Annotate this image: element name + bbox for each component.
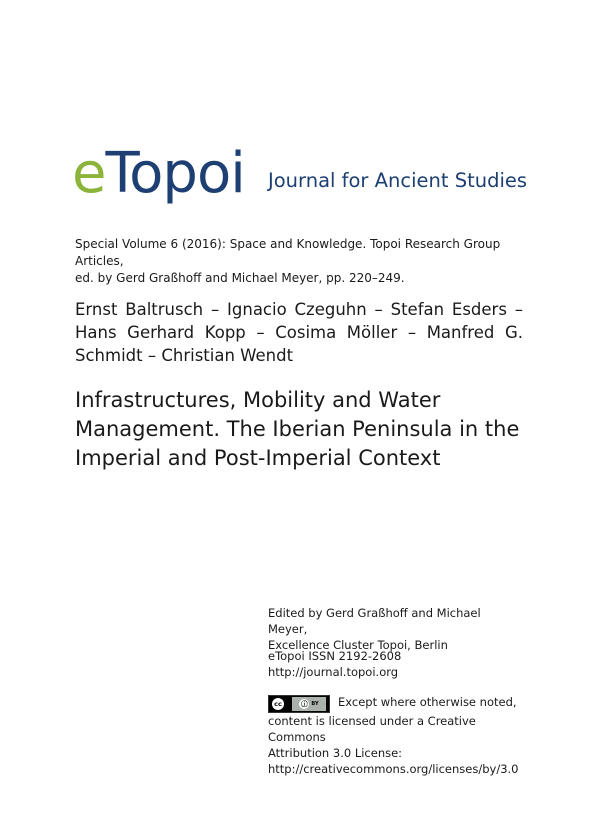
journal-tagline: Journal for Ancient Studies [268,169,528,192]
edited-line-1: Edited by Gerd Graßhoff and Michael Meyer, [268,606,481,636]
journal-url-link[interactable]: http://journal.topoi.org [268,665,399,679]
logo-word-topoi: Topoi [105,141,245,206]
edited-line-2: Excellence Cluster Topoi, Berlin [268,638,448,652]
series-line-2: ed. by Gerd Graßhoff and Michael Meyer, pp. 220–249. [75,271,405,285]
person-icon: ⓘ [301,700,308,708]
editor-info [268,605,523,653]
issn-line: eTopoi ISSN 2192-2608 [268,649,402,663]
license-line-2: content is licensed under a Creative Commons [268,714,476,744]
license-url-link[interactable]: http://creativecommons.org/licenses/by/3.0 [268,762,519,776]
article-title [75,386,523,473]
logo-letter-e: e [72,141,106,206]
cc-by-badge-icon[interactable] [268,695,330,713]
by-part-icon [292,697,326,711]
by-text-icon: BY [311,701,319,707]
license-line-3: Attribution 3.0 License: [268,746,403,760]
title-line-3: Imperial and Post-Imperial Context [75,446,441,470]
series-line-1: Special Volume 6 (2016): Space and Knowledge. Topoi Research Group Articles, [75,237,501,268]
article-authors: Ernst Baltrusch – Ignacio Czeguhn – Stefan Esders – Hans Gerhard Kopp – Cosima Möller – Manfred G. Schmidt – Christian Wendt [75,300,523,365]
title-line-2: Management. The Iberian Peninsula in the [75,417,520,441]
title-line-1: Infrastructures, Mobility and Water [75,388,441,412]
cc-circle-icon: cc [272,698,284,710]
etopoi-logo [72,138,245,206]
license-line-1: Except where otherwise noted, [338,695,517,709]
license-info [268,694,523,777]
logo-wordmark [72,141,245,206]
issn-info [268,648,523,680]
series-info [75,236,523,287]
